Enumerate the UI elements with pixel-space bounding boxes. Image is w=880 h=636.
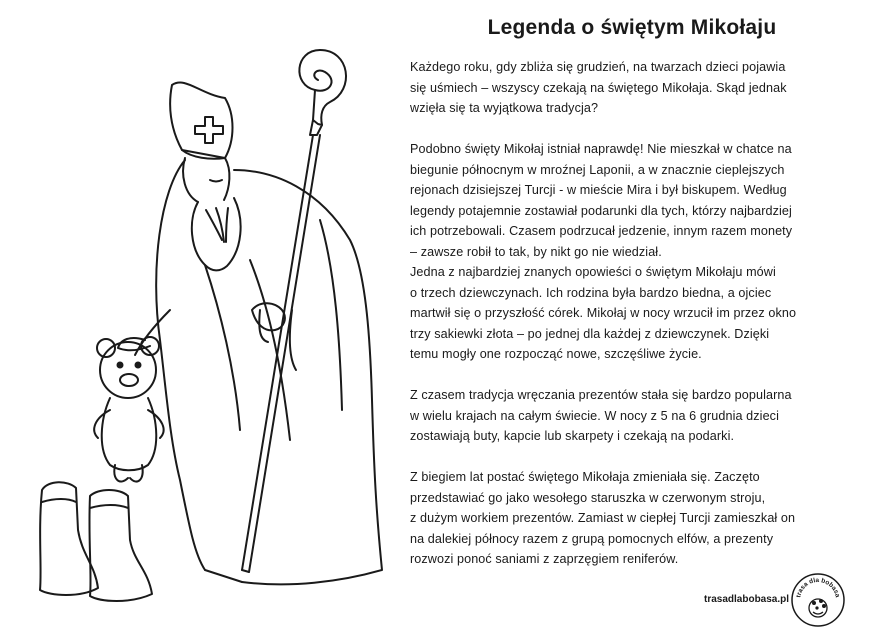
story-text [410, 57, 868, 590]
text-line: martwił się o przyszłość córek. Mikołaj w nocy wrzucił im przez okno [410, 306, 797, 320]
face-beard [183, 158, 241, 270]
text-line: Każdego roku, gdy zbliża się grudzień, na twarzach dzieci pojawia [410, 60, 786, 74]
text-line: Z czasem tradycja wręczania prezentów stała się bardzo popularna [410, 388, 792, 402]
text-line: przedstawiać go jako wesołego staruszka w czerwonym stroju, [410, 490, 766, 505]
text-line: się uśmiech – wszyscy czekają na świętego Mikołaja. Skąd jednak [410, 80, 787, 95]
boots [40, 482, 152, 601]
robe [135, 160, 382, 584]
text-line: Podobno święty Mikołaj istniał naprawdę! Nie mieszkał w chatce na [410, 142, 792, 156]
page-title: Legenda o świętym Mikołaju [487, 16, 777, 39]
paragraph-1 [410, 57, 868, 119]
text-line: w wielu krajach na całym świecie. W nocy z 5 na 6 grudnia dzieci [410, 408, 779, 423]
text-line: zostawiają buty, kapcie lub skarpety i czekają na podarki. [410, 429, 735, 443]
teddy-bear [94, 337, 163, 482]
brand-logo [790, 572, 846, 628]
saint-nicholas-illustration [20, 10, 390, 620]
text-line: rozwozi ponoć saniami z zaprzęgiem reniferów. [410, 552, 679, 566]
text-line: na dalekiej północy razem z grupą pomocnych elfów, a prezenty [410, 531, 774, 546]
text-line: – zawsze robił to tak, by nikt go nie wiedział. [410, 244, 662, 259]
text-line: Z biegiem lat postać świętego Mikołaja zmieniała się. Zaczęto [410, 470, 760, 484]
paragraph-3 [410, 385, 868, 447]
text-line: legendy potajemnie zostawiał podarunki dla tych, którzy najbardziej [410, 203, 792, 218]
text-line: wzięła się ta wyjątkowa tradycja? [410, 101, 599, 115]
logo-text: trasa dla bobasa [795, 576, 841, 599]
text-line: rejonach dzisiejszej Turcji - w mieście Mira i był biskupem. Według [410, 183, 787, 197]
text-line: o trzech dziewczynach. Ich rodzina była bardzo biedna, a ojciec [410, 285, 772, 300]
text-line: Jedna z najbardziej znanych opowieści o świętym Mikołaju mówi [410, 265, 776, 279]
text-line: biegunie północnym w mroźnej Laponii, a w znacznie cieplejszych [410, 162, 785, 177]
paragraph-4 [410, 467, 868, 570]
text-line: trzy sakiewki złota – po jednej dla każdej z dziewczynek. Dzięki [410, 326, 770, 341]
text-line: z dużym workiem prezentów. Zamiast w ciepłej Turcji zamieszkał on [410, 511, 796, 525]
website-link[interactable]: trasadlabobasa.pl [704, 594, 790, 605]
paragraph-2 [410, 139, 868, 365]
text-line: ich potrzebowali. Czasem podrzucał jedzenie, innym razem monety [410, 224, 793, 238]
mitre [170, 83, 232, 159]
text-line: temu mogły one rozpocząć nowe, szczęśliwe życie. [410, 347, 702, 361]
crozier-staff [242, 50, 346, 572]
